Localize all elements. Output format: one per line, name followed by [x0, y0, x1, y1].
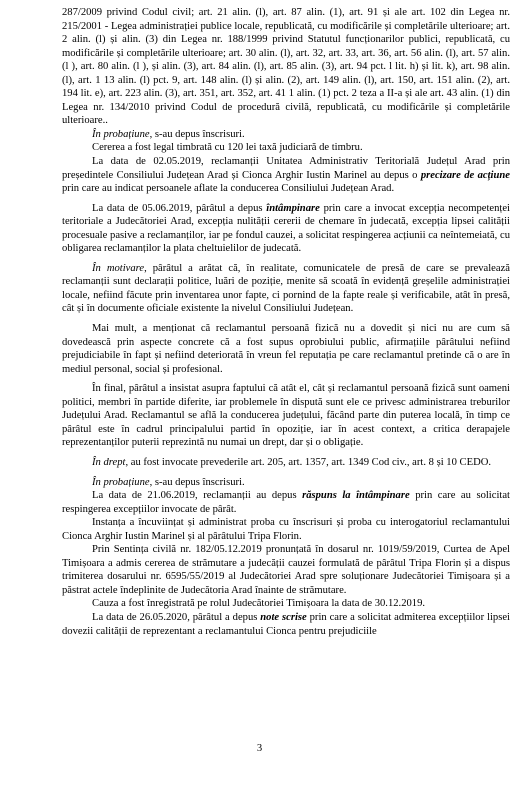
- text-run: , au fost invocate prevederile art. 205, art. 1357, art. 1349 Cod civ., art. 8 și 10 CEDO.: [125, 456, 492, 468]
- text-run: Prin Sentința civilă nr. 182/05.12.2019 pronunțată în dosarul nr. 1019/59/2019, Curtea de Apel Timișoara a admis cererea de strămutare a judecății cauzei formulată de pârâtul Tripa Florin și a dispus trimiterea dosarului nr. 6595/55/2019 al Judecătoriei Arad spre soluționare Judecătoriei Timișoara și a păstrat actele îndeplinite de Judecătoria Arad înainte de strămutare.: [62, 544, 510, 596]
- legal-basis-paragraph: [62, 6, 510, 128]
- stamp-duty-paragraph: [62, 141, 510, 155]
- text-run: În drept: [92, 456, 126, 468]
- reply-to-defence-paragraph: [62, 489, 510, 516]
- probatiune-paragraph-2: [62, 476, 510, 490]
- case-registration-paragraph: [62, 597, 510, 611]
- text-run: La data de 21.06.2019, reclamanții au depus: [92, 490, 303, 502]
- page-number: 3: [256, 743, 263, 754]
- text-run: 287/2009 privind Codul civil; art. 21 alin. (l), art. 87 alin. (1), art. 91 și ale art. 102 din Legea nr. 215/2001 - Legea administrației publice locale, republicată, cu modificările și completările ulterioare; art. 2 alin. (l) și alin. (3) din Legea nr. 188/1999 privind Statutul funcționarilor publici, republicată, cu modificările și completările ulterioare; art. 30 alin. (l), art. 32, art. 33, art. 36, art. 56 alin. (l), art. 57 alin. (l ), art. 80 alin. (l ), și alin. (3), art. 84 alin. (l), art. 85 alin. (3), art. 94 pct. l lit. h) și lit. k), art. 98 alin. (l), art. 1 13 alin. (l) pct. 9, art. 148 alin. (l) și alin. (2), art. 149 alin. (l), art. 150, art. 151 alin. (2), art. 194 lit. e), art. 223 alin. (3), art. 351, art. 352, art. 41 1 alin. (1) pct. 2 teza a II-a și ale art. 43 alin. (1) din Legea nr. 134/2010 privind Codul de procedură civilă, republicată, cu modificările și completările ulterioare..: [62, 7, 510, 127]
- text-run: În motivare: [92, 262, 145, 274]
- text-run: prin care au solicitat respingerea excepțiilor invocate de pârât.: [62, 490, 510, 515]
- text-run: Cererea a fost legal timbrată cu 120 lei taxă judiciară de timbru.: [92, 142, 363, 154]
- text-run: În probațiune: [92, 128, 150, 140]
- final-argument-paragraph: [62, 382, 510, 450]
- document-body: [62, 6, 510, 638]
- reasoning-paragraph: [62, 262, 510, 316]
- text-run: La data de 05.06.2019, pârâtul a depus: [92, 202, 267, 214]
- text-run: întâmpinare: [266, 202, 320, 214]
- text-run: În final, pârâtul a insistat asupra faptului că atât el, cât și reclamantul persoană fizică sunt oameni politici, membri în partide diferite, iar problemele în dispută sunt ele ce privesc administrarea treburilor Județului Arad. Reclamantul se află la conducerea județului, făcând parte din puterea locală, în timp ce pârâtul este în cadrul principalului partid în opoziție, iar în acest context, a critica derapajele reprezentanților puterii reprezintă nu numai un drept, dar și o obligație.: [62, 383, 510, 449]
- claim-clarification-paragraph: [62, 155, 510, 196]
- transfer-of-case-paragraph: [62, 543, 510, 597]
- text-run: La data de 26.05.2020, pârâtul a depus: [92, 611, 261, 623]
- text-run: , s-au depus înscrisuri.: [149, 476, 245, 488]
- text-run: precizare de acțiune: [420, 169, 510, 181]
- text-run: , pârâtul a arătat că, în realitate, comunicatele de presă de care se prevalează reclamanții sunt declarații politice, luări de poziție, menite să scoată în evidență greșelile administrației locale, nefiind făcute prin inventarea unor fapte, ci pornind de la fapte reale și verificabile, atât în presă, cât și în documente oficiale existente la nivelul Consiliului Județean.: [62, 262, 510, 315]
- text-run: prin care a solicitat admiterea excepțiilor lipsei dovezii calității de reprezentant a reclamantului Cionca pentru prejudiciile: [62, 611, 510, 637]
- further-argument-paragraph: [62, 322, 510, 376]
- text-run: prin care au indicat persoanele aflate la conducerea Consiliului Județean Arad.: [62, 183, 395, 195]
- text-run: prin care a invocat excepția necompetenței teritoriale a Judecătoriei Arad, excepția nulității cererii de chemare în judecată, excepția lipsei calității procesuale pasive a reclamanților, iar pe fondul cauzei, a solicitat respingerea acțiunii ca neîntemeiată, cu obligarea reclamanților la plata cheltuielilor de judecată.: [62, 202, 510, 255]
- text-run: note scrise: [260, 611, 307, 623]
- text-run: Mai mult, a menționat că reclamantul persoană fizică nu a dovedit și nici nu are cum să dovedească prin aspecte concrete că a fost supus oprobiului public, afirmațiile pârâtului nefiind prejudiciabile în fapt și nefiind deteriorată în vreun fel reputația pe care reclamantul pretinde că o are în mediul personal, social și profesional.: [62, 323, 510, 375]
- text-run: La data de 02.05.2019, reclamanții Unitatea Administrativ Teritorială Județul Arad prin președintele Consiliului Județean Arad și Cionca Arghir Iustin Marinel au depus o: [62, 156, 510, 181]
- text-run: , s-au depus înscrisuri.: [149, 128, 245, 140]
- text-run: Cauza a fost înregistrată pe rolul Judecătoriei Timișoara la data de 30.12.2019.: [92, 598, 426, 610]
- text-run: În probațiune: [92, 476, 150, 488]
- evidence-admitted-paragraph: [62, 516, 510, 543]
- text-run: Instanța a încuviințat și administrat proba cu înscrisuri și proba cu interogatoriul reclamantului Cionca Arghir Iustin Marinel și al pârâtului Tripa Florin.: [62, 517, 510, 542]
- legal-grounds-paragraph: [62, 456, 510, 470]
- probatiune-paragraph: [62, 128, 510, 142]
- written-notes-paragraph: [62, 611, 510, 638]
- statement-of-defence-paragraph: [62, 202, 510, 256]
- text-run: răspuns la întâmpinare: [302, 490, 410, 502]
